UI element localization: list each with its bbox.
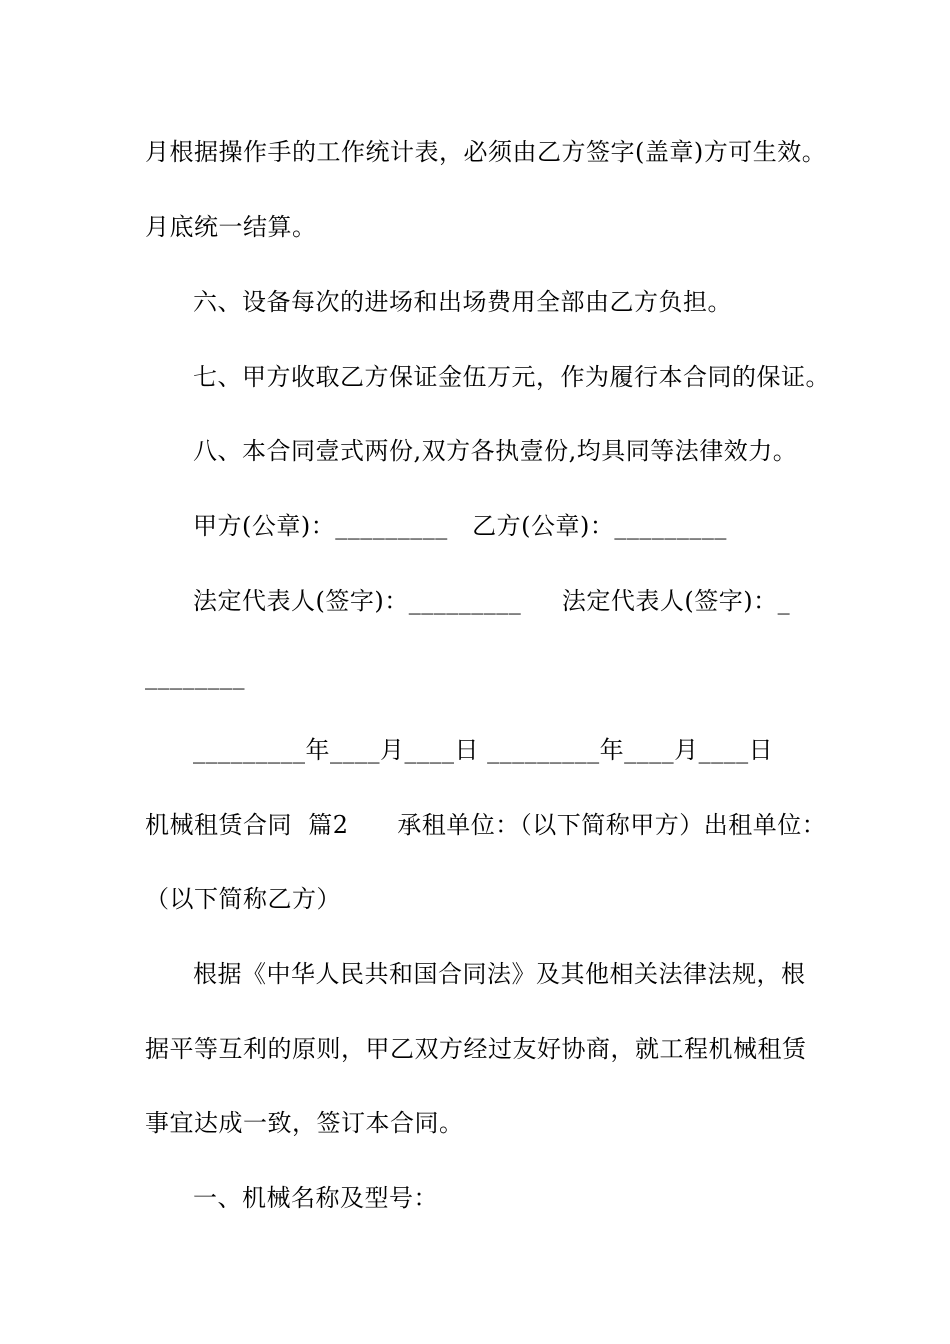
paragraph-line: 月底统一结算。	[145, 213, 317, 241]
paragraph-line: （以下简称乙方）	[145, 885, 341, 913]
paragraph-line: 据平等互利的原则，甲乙双方经过友好协商，就工程机械租赁	[145, 1035, 807, 1063]
paragraph-line: 月根据操作手的工作统计表，必须由乙方签字(盖章)方可生效。	[145, 138, 827, 166]
section-title-line: 机械租赁合同 篇2 承租单位：（以下简称甲方）出租单位：	[145, 811, 827, 839]
clause-six: 六、设备每次的进场和出场费用全部由乙方负担。	[193, 288, 732, 316]
paragraph-line: 事宜达成一致，签订本合同。	[145, 1109, 464, 1137]
clause-seven: 七、甲方收取乙方保证金伍万元，作为履行本合同的保证。	[193, 363, 830, 391]
paragraph-line: 根据《中华人民共和国合同法》及其他相关法律法规，根	[193, 960, 806, 988]
date-line: _________年____月____日 _________年____月____日	[193, 736, 774, 764]
clause-eight: 八、本合同壹式两份,双方各执壹份,均具同等法律效力。	[193, 437, 798, 465]
seal-line: 甲方(公章)：_________ 乙方(公章)：_________	[193, 512, 727, 540]
legal-rep-line-continued: ________	[145, 662, 245, 690]
legal-rep-line: 法定代表人(签字)：_________ 法定代表人(签字)：_	[193, 587, 791, 615]
clause-one-heading: 一、机械名称及型号：	[193, 1184, 438, 1212]
